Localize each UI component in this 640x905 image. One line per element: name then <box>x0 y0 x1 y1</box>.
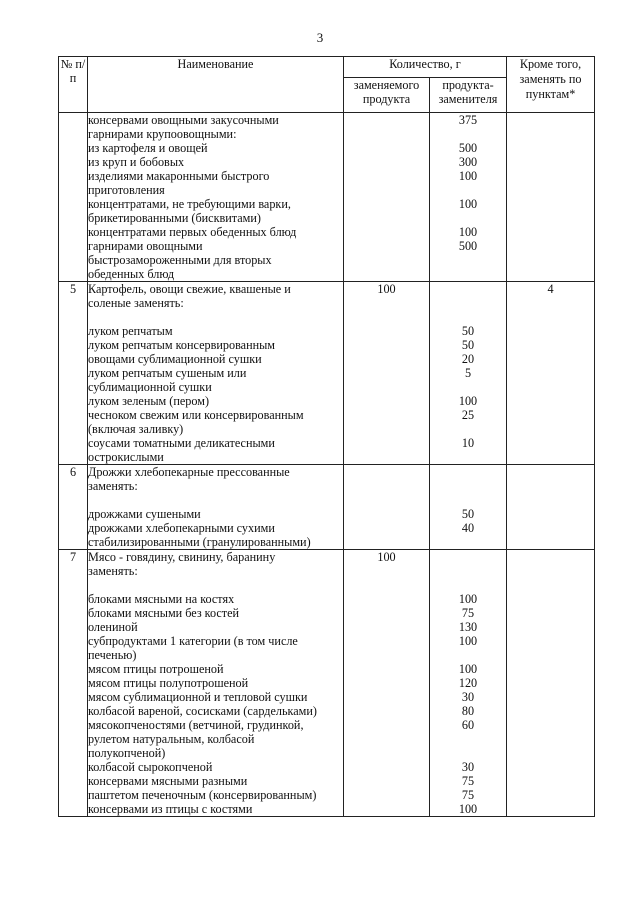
item-substitute-qty: 60 <box>461 718 475 732</box>
item-name: брикетированными (бисквитами) <box>88 211 261 225</box>
row-number: 5 <box>59 282 88 465</box>
substitute-quantities <box>430 465 507 550</box>
substitution-table <box>58 56 595 817</box>
item-name: дрожжами сушеными <box>88 507 201 521</box>
item-name: гарнирами крупоовощными: <box>88 127 237 141</box>
item-substitute-qty <box>430 183 506 197</box>
item-name: Мясо - говядину, свинину, баранину <box>88 550 276 564</box>
item-name: мясом птицы потрошеной <box>88 662 224 676</box>
item-name: луком репчатым <box>88 324 173 338</box>
item-substitute-qty: 75 <box>461 774 475 788</box>
item-name: изделиями макаронными быстрого <box>88 169 270 183</box>
item-substitute-qty <box>430 465 506 479</box>
item-name: полукопченой) <box>88 746 166 760</box>
item-name: блоками мясными на костях <box>88 592 235 606</box>
item-name: луком зеленым (пером) <box>88 394 209 408</box>
item-name: обеденных блюд <box>88 267 175 281</box>
item-name: овощами сублимационной сушки <box>88 352 262 366</box>
table-header <box>59 57 595 113</box>
replaced-quantity <box>344 465 430 550</box>
item-name: приготовления <box>88 183 165 197</box>
extra-items <box>507 550 595 817</box>
header-extra: Кроме того, заменять по пунктам* <box>507 57 595 113</box>
row-number: 6 <box>59 465 88 550</box>
item-substitute-qty <box>430 550 506 564</box>
header-num: № п/п <box>59 57 88 113</box>
item-substitute-qty <box>430 648 506 662</box>
header-substitute: продукта-заменителя <box>430 78 507 113</box>
item-substitute-qty <box>430 479 506 493</box>
item-substitute-qty: 10 <box>461 436 475 450</box>
item-name: субпродуктами 1 категории (в том числе <box>88 634 298 648</box>
row-names <box>88 113 344 282</box>
replaced-quantity: 100 <box>344 282 430 465</box>
table-row <box>59 282 595 465</box>
item-substitute-qty <box>430 253 506 267</box>
item-substitute-qty <box>430 296 506 310</box>
extra-items <box>507 465 595 550</box>
item-name: мясом сублимационной и тепловой сушки <box>88 690 308 704</box>
item-name: мясокопченостями (ветчиной, грудинкой, <box>88 718 304 732</box>
item-substitute-qty: 375 <box>458 113 478 127</box>
item-name: заменять: <box>88 564 138 578</box>
row-names <box>88 550 344 817</box>
item-substitute-qty: 5 <box>464 366 472 380</box>
item-substitute-qty <box>430 211 506 225</box>
item-substitute-qty: 50 <box>461 338 475 352</box>
substitute-quantities <box>430 282 507 465</box>
item-substitute-qty: 100 <box>458 394 478 408</box>
item-substitute-qty: 500 <box>458 141 478 155</box>
item-name: паштетом печеночным (консервированным) <box>88 788 317 802</box>
item-name: концентратами первых обеденных блюд <box>88 225 297 239</box>
item-name: мясом птицы полупотрошеной <box>88 676 249 690</box>
item-substitute-qty: 100 <box>458 169 478 183</box>
item-substitute-qty: 130 <box>458 620 478 634</box>
replaced-quantity <box>344 113 430 282</box>
item-substitute-qty <box>430 127 506 141</box>
item-name: колбасой сырокопченой <box>88 760 213 774</box>
item-substitute-qty <box>430 422 506 436</box>
item-substitute-qty: 100 <box>458 662 478 676</box>
item-name: острокислыми <box>88 450 164 464</box>
item-name: из круп и бобовых <box>88 155 185 169</box>
item-name: Картофель, овощи свежие, квашеные и <box>88 282 291 296</box>
item-substitute-qty: 100 <box>458 634 478 648</box>
item-name: дрожжами хлебопекарными сухими <box>88 521 275 535</box>
extra-items <box>507 113 595 282</box>
row-number: 7 <box>59 550 88 817</box>
item-substitute-qty: 20 <box>461 352 475 366</box>
item-name <box>88 310 343 324</box>
header-name: Наименование <box>88 57 344 113</box>
item-name: консервами из птицы с костями <box>88 802 253 816</box>
item-name <box>88 578 343 592</box>
item-name: заменять: <box>88 479 138 493</box>
header-quantity: Количество, г <box>344 57 507 78</box>
item-substitute-qty: 100 <box>458 592 478 606</box>
item-substitute-qty: 75 <box>461 788 475 802</box>
item-substitute-qty: 50 <box>461 507 475 521</box>
item-name: луком репчатым консервированным <box>88 338 276 352</box>
item-substitute-qty <box>430 564 506 578</box>
item-name: соусами томатными деликатесными <box>88 436 275 450</box>
item-substitute-qty <box>430 535 506 549</box>
item-substitute-qty <box>430 732 506 746</box>
page-number: 3 <box>316 30 324 45</box>
item-substitute-qty: 80 <box>461 704 475 718</box>
item-substitute-qty: 100 <box>458 197 478 211</box>
item-substitute-qty: 500 <box>458 239 478 253</box>
item-name: олениной <box>88 620 138 634</box>
item-substitute-qty <box>430 746 506 760</box>
item-substitute-qty <box>430 450 506 464</box>
item-substitute-qty: 25 <box>461 408 475 422</box>
item-name: Дрожжи хлебопекарные прессованные <box>88 465 290 479</box>
item-name: блоками мясными без костей <box>88 606 240 620</box>
item-name: (включая заливку) <box>88 422 184 436</box>
row-number <box>59 113 88 282</box>
item-name: соленые заменять: <box>88 296 184 310</box>
header-replaced: заменяемого продукта <box>344 78 430 113</box>
item-name: консервами мясными разными <box>88 774 248 788</box>
item-substitute-qty <box>430 282 506 296</box>
item-substitute-qty: 40 <box>461 521 475 535</box>
item-name: колбасой вареной, сосисками (сардельками) <box>88 704 317 718</box>
item-substitute-qty <box>430 380 506 394</box>
item-substitute-qty <box>430 267 506 281</box>
item-substitute-qty: 30 <box>461 690 475 704</box>
table-row <box>59 550 595 817</box>
replaced-quantity: 100 <box>344 550 430 817</box>
item-substitute-qty: 50 <box>461 324 475 338</box>
item-name: концентратами, не требующими варки, <box>88 197 291 211</box>
table-row <box>59 465 595 550</box>
item-substitute-qty <box>430 578 506 592</box>
item-name: из картофеля и овощей <box>88 141 208 155</box>
substitute-quantities <box>430 550 507 817</box>
item-substitute-qty: 100 <box>458 802 478 816</box>
item-substitute-qty: 120 <box>458 676 478 690</box>
item-name: быстрозамороженными для вторых <box>88 253 272 267</box>
item-name: рулетом натуральным, колбасой <box>88 732 255 746</box>
item-substitute-qty: 75 <box>461 606 475 620</box>
item-name: консервами овощными закусочными <box>88 113 279 127</box>
item-name: гарнирами овощными <box>88 239 203 253</box>
item-substitute-qty: 300 <box>458 155 478 169</box>
item-name: печенью) <box>88 648 137 662</box>
row-names <box>88 282 344 465</box>
item-name: чесноком свежим или консервированным <box>88 408 304 422</box>
row-names <box>88 465 344 550</box>
extra-items: 4 <box>507 282 595 465</box>
item-substitute-qty: 30 <box>461 760 475 774</box>
table-row <box>59 113 595 282</box>
item-name: сублимационной сушки <box>88 380 212 394</box>
item-name <box>88 493 343 507</box>
item-name: стабилизированными (гранулированными) <box>88 535 311 549</box>
substitute-quantities <box>430 113 507 282</box>
item-name: луком репчатым сушеным или <box>88 366 247 380</box>
item-substitute-qty <box>430 493 506 507</box>
item-substitute-qty <box>430 310 506 324</box>
item-substitute-qty: 100 <box>458 225 478 239</box>
table-body <box>59 113 595 817</box>
